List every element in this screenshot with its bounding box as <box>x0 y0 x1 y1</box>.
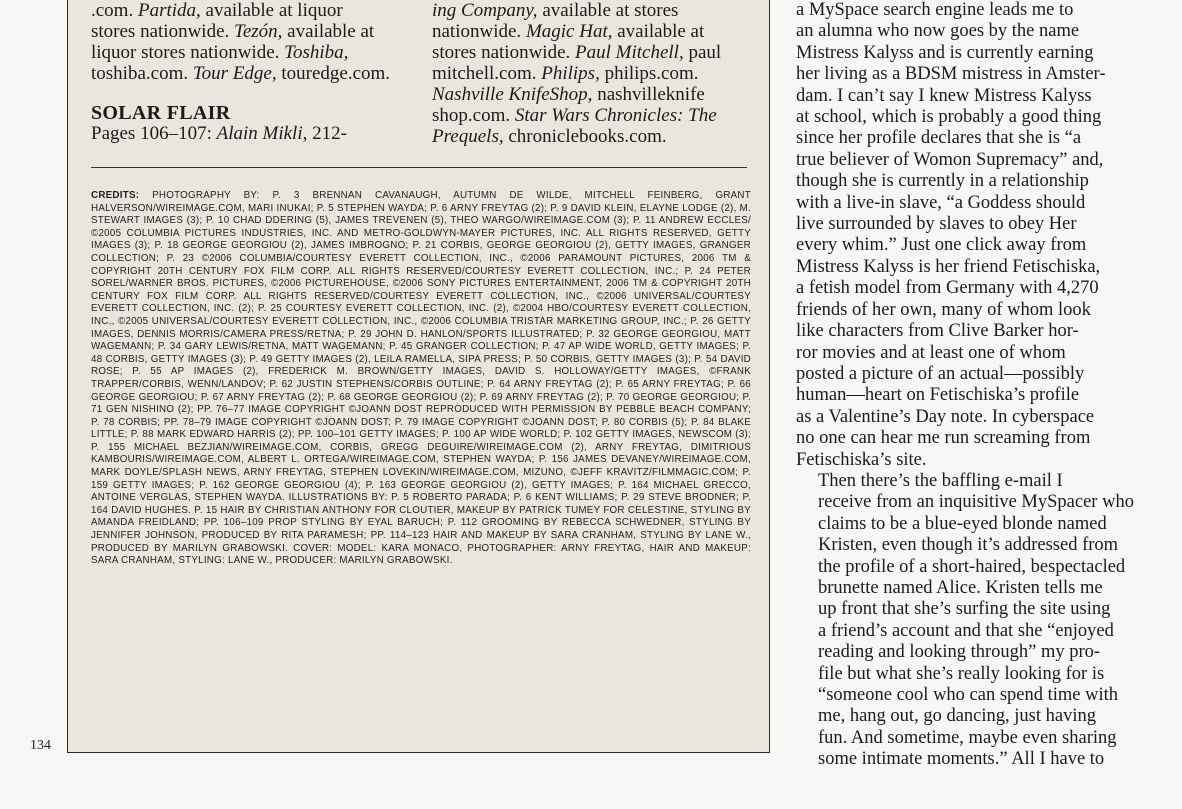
article-line: posted a picture of an actual—possibly <box>796 363 1085 384</box>
section-title-solar-flair: SOLAR FLAIR <box>91 102 231 124</box>
article-line: her living as a BDSM mistress in Amster- <box>796 64 1106 85</box>
article-line: live surrounded by slaves to obey Her <box>796 214 1077 235</box>
article-line: me, hang out, go dancing, just having <box>818 706 1096 727</box>
resource-listing-text: .com. <box>91 0 138 21</box>
resource-listing-text: paul <box>683 42 722 63</box>
article-line: a MySpace search engine leads me to <box>796 0 1074 20</box>
resource-listing-line <box>432 21 752 42</box>
resource-listing-text: mitchell.com. <box>432 63 542 84</box>
resource-listing-text: Paul Mitchell, <box>575 42 684 63</box>
resource-listing-line <box>432 84 752 105</box>
article-paragraph-2 <box>796 471 1141 771</box>
resource-listing-line <box>91 21 409 42</box>
section-body-text: 212- <box>307 123 347 144</box>
section-body-text: Pages 106–107: <box>91 123 217 144</box>
article-line: an alumna who now goes by the name <box>796 21 1080 42</box>
resource-listing-text: available at stores <box>537 0 679 21</box>
article-line: Mistress Kalyss and is currently earning <box>796 42 1094 63</box>
resource-listing-text: available at <box>282 21 375 42</box>
resource-listing-text: stores nationwide. <box>432 42 576 63</box>
resource-listing-text: available at <box>612 21 705 42</box>
resource-listing-line <box>432 0 752 21</box>
resources-column-1 <box>91 0 409 84</box>
article-line: at school, which is probably a good thing <box>796 107 1102 128</box>
resource-listing-text: Toshiba, <box>284 42 349 63</box>
article-paragraph-1 <box>796 0 1141 471</box>
article-line: as a Valentine’s Day note. In cyberspace <box>796 406 1095 427</box>
photo-credits <box>91 190 751 568</box>
article-line: a friend’s account and that she “enjoyed <box>818 620 1114 641</box>
resource-listing-text: available at liquor <box>200 0 343 21</box>
resource-listing-text: Philips, <box>541 63 600 84</box>
resource-listing-line <box>432 126 752 147</box>
article-line: true believer of Womon Supremacy” and, <box>796 149 1104 170</box>
article-line: fun. And sometime, maybe even sharing <box>818 727 1117 748</box>
resource-listing-line <box>432 63 752 84</box>
article-line: since her profile declares that she is “a <box>796 128 1082 149</box>
resource-listing-line <box>432 105 752 126</box>
article-line: receive from an inquisitive MySpacer who <box>818 492 1134 513</box>
resource-listing-text: Star Wars Chronicles: The <box>514 105 717 126</box>
resource-listing-text: Tezón, <box>234 21 283 42</box>
article-line: brunette named Alice. Kristen tells me <box>818 577 1103 598</box>
article-line: Kristen, even though it’s addressed from <box>818 535 1119 556</box>
resource-listing-text: philips.com. <box>599 63 699 84</box>
section-body-solar-flair <box>91 123 409 144</box>
article-line: no one can hear me run screaming from <box>796 428 1091 449</box>
article-line: friends of her own, many of whom look <box>796 299 1091 320</box>
resource-listing-text: Nashville KnifeShop, <box>432 84 593 105</box>
article-line: human—heart on Fetischiska’s profile <box>796 385 1080 406</box>
resource-listing-text: ing Company, <box>432 0 538 21</box>
article-line: with a live-in slave, “a Goddess should <box>796 192 1086 213</box>
article-line: some intimate moments.” All I have to <box>818 749 1105 770</box>
resource-listing-text: nationwide. <box>432 21 526 42</box>
resource-listing-line <box>91 42 409 63</box>
article-line: though she is currently in a relationship <box>796 171 1089 192</box>
credits-label: CREDITS: <box>91 190 140 201</box>
resource-listing-text: touredge.com. <box>276 63 391 84</box>
article-line: reading and looking through” my pro- <box>818 642 1101 663</box>
resource-listing-text: Tour Edge, <box>192 63 277 84</box>
divider-rule <box>91 167 747 168</box>
resources-column-2 <box>432 0 752 147</box>
resource-listing-line <box>91 0 409 21</box>
article-line: like characters from Clive Barker hor- <box>796 321 1079 342</box>
article-line: dam. I can’t say I knew Mistress Kalyss <box>796 85 1092 106</box>
article-line: the profile of a short-haired, bespectacled <box>818 556 1126 577</box>
article-line: Fetischiska’s site. <box>796 449 927 470</box>
article-line: up front that she’s surfing the site using <box>818 599 1111 620</box>
article-line: Mistress Kalyss is her friend Fetischiska, <box>796 256 1101 277</box>
article-line: “someone cool who can spend time with <box>818 685 1119 705</box>
resource-listing-text: stores nationwide. <box>91 21 235 42</box>
resource-listing-text: nashvilleknife <box>592 84 705 105</box>
resource-listing-line <box>432 42 752 63</box>
resource-listing-text: Magic Hat, <box>525 21 613 42</box>
article-line: ror movies and at least one of whom <box>796 342 1066 363</box>
article-line: claims to be a blue-eyed blonde named <box>818 513 1107 534</box>
credits-text: PHOTOGRAPHY BY: P. 3 BRENNAN CAVANAUGH, AUTUMN DE WILDE, MITCHELL FEINBERG, GRANT HALVERSON/WIREIMAGE.COM, MARI INUKAI; P. 5 STEPHEN WAYDA; P. 6 ARNY FREYTAG (2); P. 9 DAVID KLEIN, ELAYNE LODGE (2), M. STEWART IMAGES (3); P. 10 CHAD DDERING (5), JAMES TREVENEN (5), THEO WARGO/WIREIMAGE.COM (3); P. 11 ANDREW ECCLES/©2005 COLUMBIA PICTURES INDUSTRIES, INC. AND METRO-GOLDWYN-MAYER PICTURES, INC. ALL RIGHTS RESERVED, GETTY IMAGES (3); P. 18 GEORGE GEORGIOU (2), JAMES IMBROGNO; P. 21 CORBIS, GEORGE GEORGIOU (2), GETTY IMAGES, GRANGER COLLECTION; P. 23 ©2006 COLUMBIA/COURTESY EVERETT COLLECTION, INC., ©2006 PARAMOUNT PICTURES, 2006 TM & COPYRIGHT 20TH CENTURY FOX FILM CORP. ALL RIGHTS RESERVED/COURTESY EVERETT COLLECTION, INC.; P. 24 PETER SOREL/WARNER BROS. PICTURES, ©2006 PICTUREHOUSE, ©2006 SONY PICTURES ENTERTAINMENT, 2006 TM & COPYRIGHT 20TH CENTURY FOX FILM CORP. ALL RIGHTS RESERVED/COURTESY EVERETT COLLECTION, INC., ©2006 UNIVERSAL/COURTESY EVERETT COLLECTION, INC. (2); P. 25 COURTESY EVERETT COLLECTION, INC. (2), ©2004 HBO/COURTESY EVERETT COLLECTION, INC., ©2005 UNIVERSAL/COURTESY EVERETT COLLECTION, INC., ©2006 COLUMBIA TRISTAR MARKETING GROUP, INC.; P. 26 GETTY IMAGES, DENNIS MORRIS/CAMERA PRESS/RETNA; P. 29 JOHN D. HANLON/SPORTS ILLUSTRATED; P. 32 GEORGE GEORGIOU, MATT WAGEMANN; P. 34 GARY LEWIS/RETNA, MATT WAGEMANN; P. 45 GRANGER COLLECTION; P. 47 AP WIDE WORLD, GETTY IMAGES; P. 48 CORBIS, GETTY IMAGES (3); P. 49 GETTY IMAGES (2), LEILA RAMELLA, SIPA PRESS; P. 50 CORBIS, GETTY IMAGES (3); P. 54 DAVID ROSE; P. 55 AP IMAGES (2), FREDERICK M. BROWN/GETTY IMAGES, DAVID S. HOLLOWAY/GETTY IMAGES, ©FRANK TRAPPER/CORBIS, WENN/LANDOV; P. 62 JUSTIN STEPHENS/CORBIS OUTLINE; P. 64 ARNY FREYTAG (2); P. 65 ARNY FREYTAG; P. 66 GEORGE GEORGIOU; P. 67 ARNY FREYTAG (2); P. 68 GEORGE GEORGIOU (2); P. 69 ARNY FREYTAG (2); P. 70 GEORGE GEORGIOU; P. 71 GEN NISHINO (2); PP. 76–77 IMAGE COPYRIGHT ©JOANN DOST REPRODUCED WITH PERMISSION BY PEBBLE BEACH COMPANY; P. 78 CORBIS; PP. 78–79 IMAGE COPYRIGHT ©JOANN DOST; P. 79 IMAGE COPYRIGHT ©JOANN DOST; P. 80 CORBIS (5); P. 84 BLAKE LITTLE; P. 88 MARK EDWARD HARRIS (2); PP. 100–101 GETTY IMAGES; P. 100 AP WIDE WORLD; P. 102 GETTY IMAGES, NEWSCOM (3); P. 155 MICHAEL BEZJIAN/WIREIMAGE.COM, CORBIS, GREGG DEGUIRE/WIREIMAGE.COM (2), ARNY FREYTAG, DIMITRIOUS KAMBOURIS/WIREIMAGE.COM, ALBERT L. ORTEGA/WIREIMAGE.COM, STEPHEN WAYDA; P. 156 JAMES DEVANEY/WIREIMAGE.COM, MARK DOYLE/SPLASH NEWS, ARNY FREYTAG, STEPHEN LOVEKIN/WIREIMAGE.COM, MIZUNO, ©JEFF KRAVITZ/FILMMAGIC.COM; P. 159 GETTY IMAGES; P. 162 GEORGE GEORGIOU (4); P. 163 GEORGE GEORGIOU (2), GETTY IMAGES; P. 164 MICHAEL GRECCO, ANTOINE VERGLAS, STEPHEN WAYDA. ILLUSTRATIONS BY: P. 5 ROBERTO PARADA; P. 6 KENT WILLIAMS; P. 29 STEVE BRODNER; P. 164 DAVID HUGHES. P. 15 HAIR BY CHRISTIAN ANTHONY FOR CLOUTIER, MAKEUP BY PATRICK TUMEY FOR CELESTINE, STYLING BY AMANDA FREIDLAND; PP. 106–109 PROP STYLING BY EYAL BARUCH; P. 112 GROOMING BY REBECCA SCHWEDNER, STYLING BY JENNIFER JOHNSON, PRODUCED BY RITA PARAMESH; PP. 114–123 HAIR AND MAKEUP BY SARA CRANHAM, STYLING BY LANE W., PRODUCED BY MARILYN GRABOWSKI. COVER: MODEL: KARA MONACO, PHOTOGRAPHER: ARNY FREYTAG, HAIR AND MAKEUP: SARA CRANHAM, STYLING: LANE W., PRODUCER: MARILYN GRABOWSKI. <box>91 190 751 567</box>
article-line: Then there’s the baffling e-mail I <box>818 470 1063 491</box>
article-line: a fetish model from Germany with 4,270 <box>796 278 1099 299</box>
page-number: 134 <box>30 738 51 753</box>
article-column <box>796 0 1141 771</box>
resource-listing-text: Partida, <box>137 0 201 21</box>
resource-listing-text: Prequels, <box>432 126 504 147</box>
article-line: file but what she’s really looking for is <box>818 663 1105 684</box>
section-body-text: Alain Mikli, <box>216 123 308 144</box>
resource-listing-text: shop.com. <box>432 105 515 126</box>
resource-listing-line <box>91 63 409 84</box>
resource-listing-text: chroniclebooks.com. <box>503 126 667 147</box>
resource-listing-text: toshiba.com. <box>91 63 193 84</box>
resource-listing-text: liquor stores nationwide. <box>91 42 285 63</box>
article-line: every whim.” Just one click away from <box>796 235 1087 256</box>
